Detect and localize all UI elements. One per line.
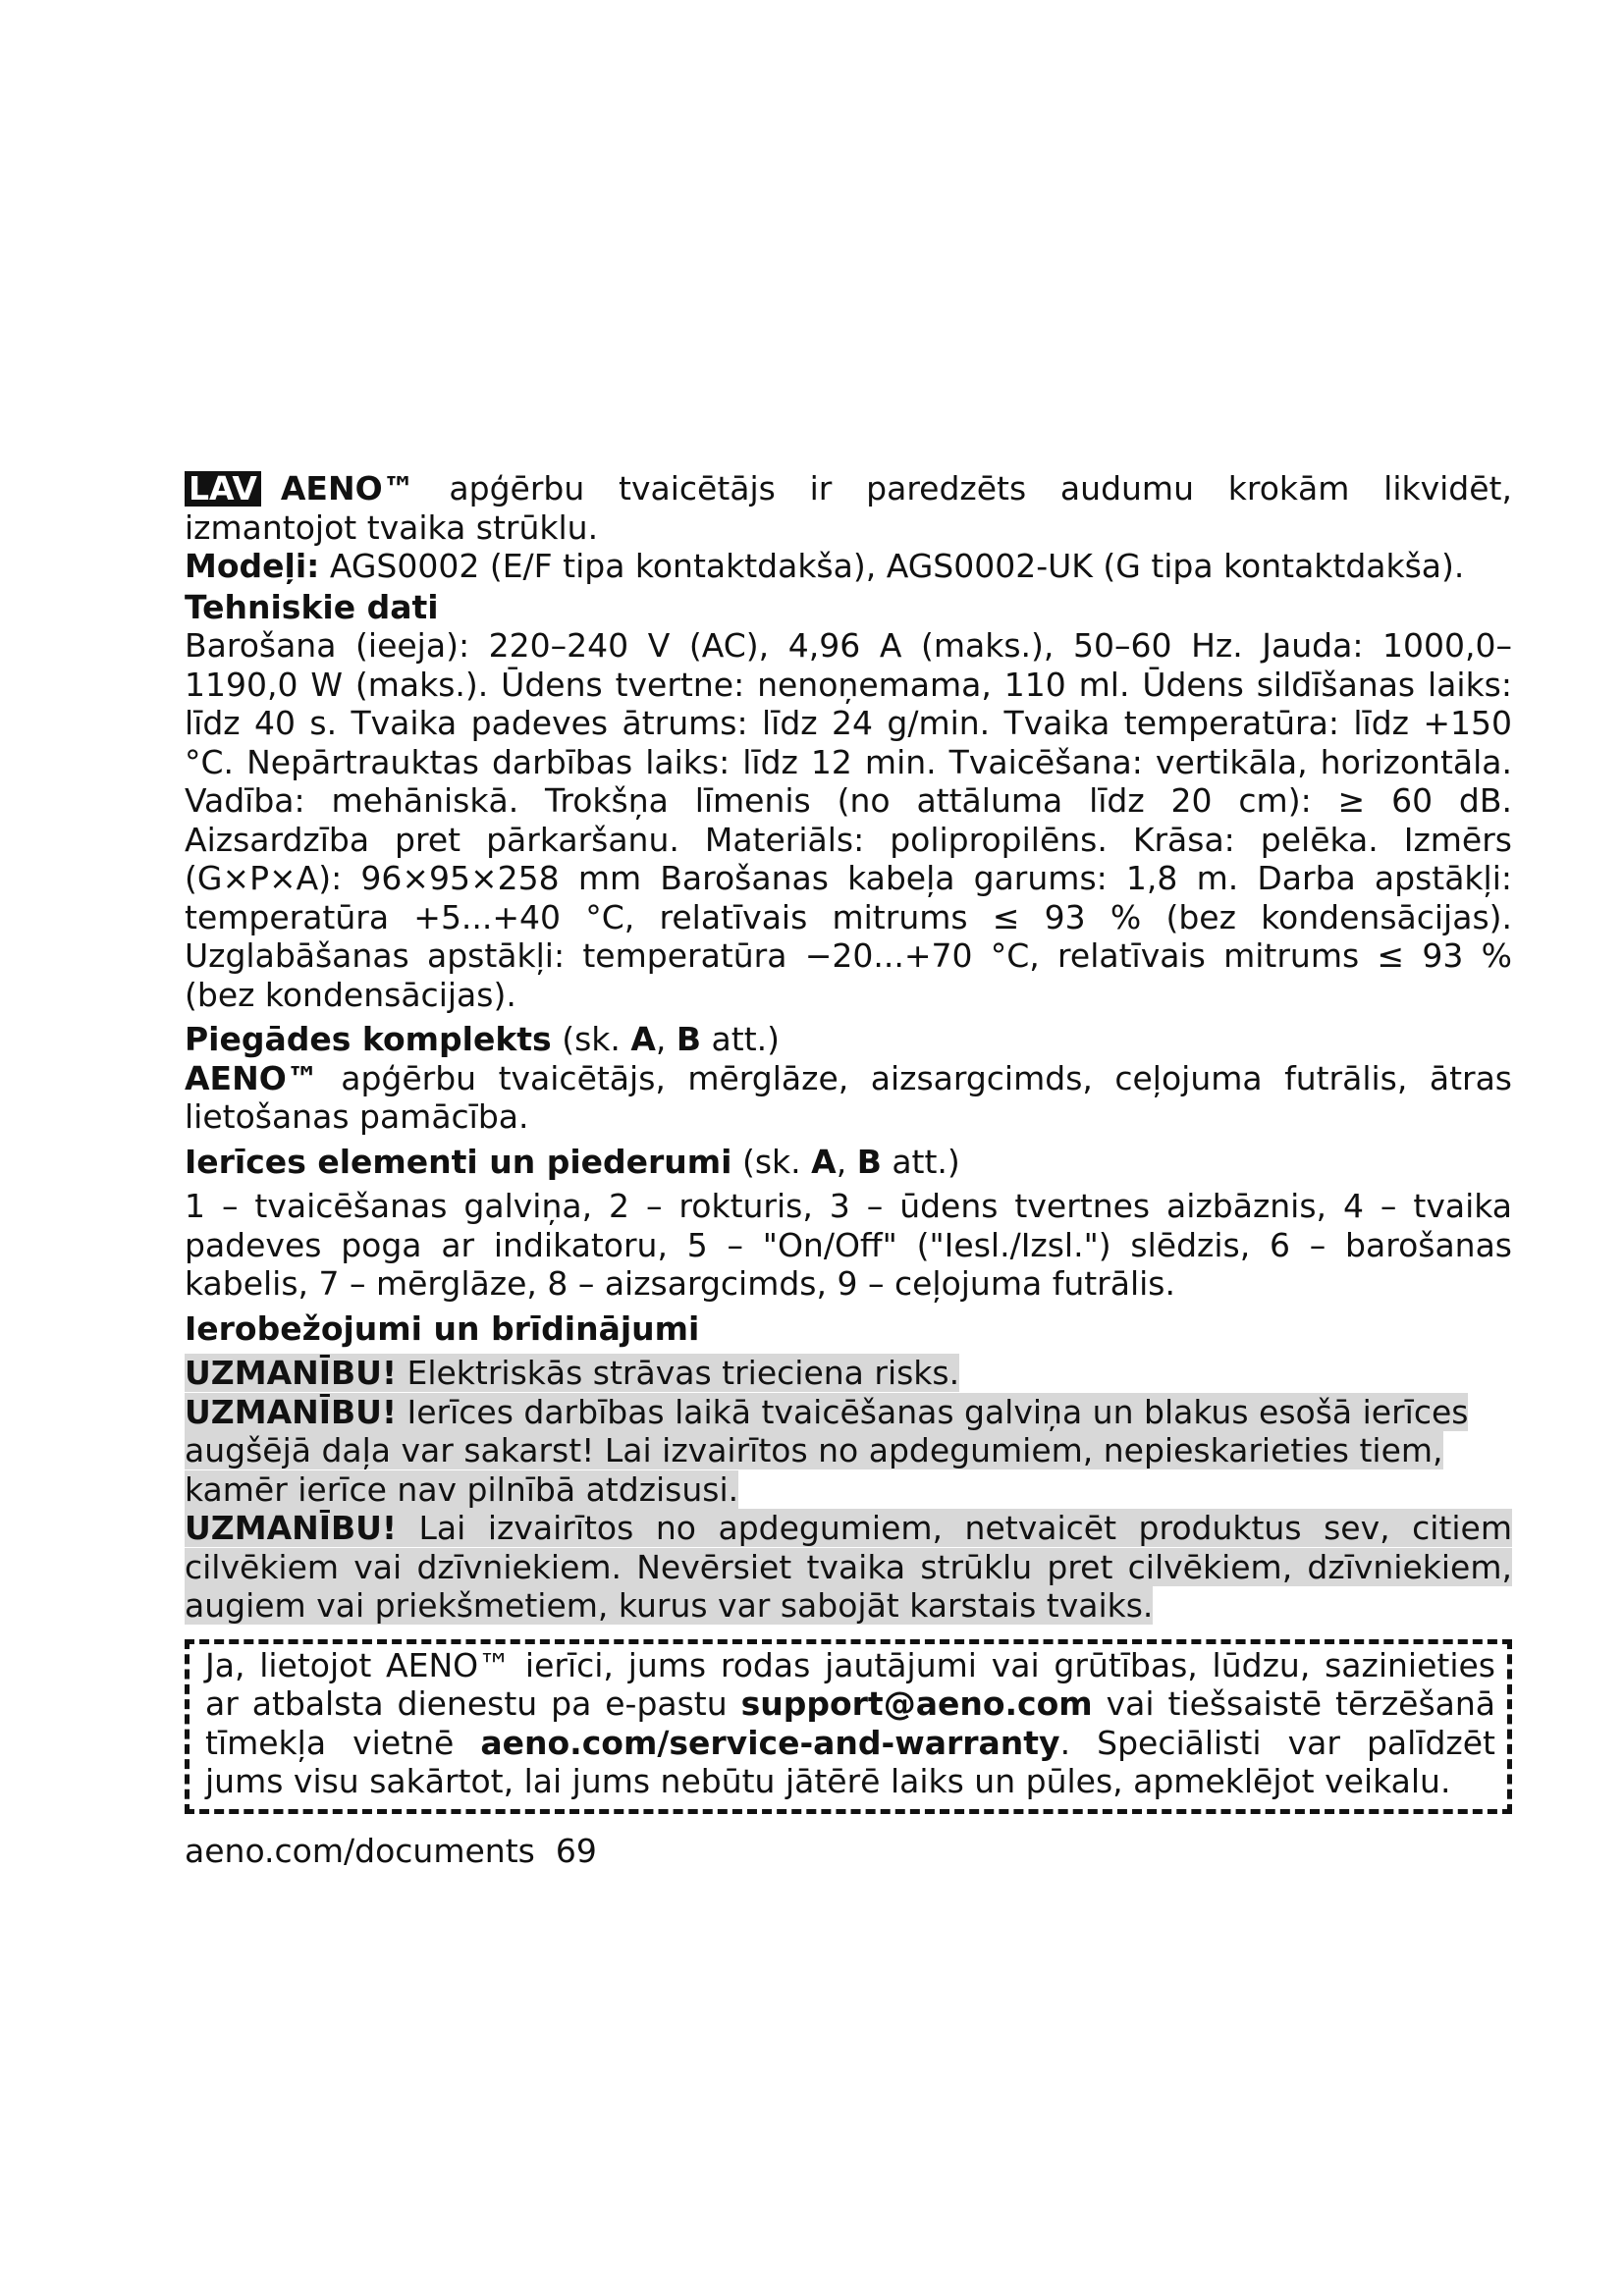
document-page — [185, 469, 1512, 1870]
warning-label: UZMANĪBU! — [185, 1509, 397, 1547]
footer-url[interactable]: aeno.com/documents — [185, 1831, 535, 1870]
support-text-2: vai tiešsaistē tērzēšanā tīmekļa vietnē — [205, 1684, 1495, 1762]
warning-3-text: Lai izvairītos no apdegumiem, netvaicēt produktus sev, citiem cilvēkiem vai dzīvniekiem. Nevērsiet tvaika strūklu pret cilvēkiem, dzīvniekiem, augiem vai priekšmetiem, kurus var sabojāt karstais tvaiks. — [185, 1509, 1512, 1625]
parts-heading-line — [185, 1143, 1512, 1182]
parts-fig-b: B — [856, 1142, 882, 1181]
kit-heading-line — [185, 1020, 1512, 1059]
parts-heading: Ierīces elementi un piederumi — [185, 1142, 732, 1181]
warning-2-highlight — [185, 1393, 1468, 1509]
support-text-1: Ja, lietojot AENO™ ierīci, jums rodas jautājumi vai grūtības, lūdzu, sazinieties ar atbalsta dienestu pa e-pastu — [205, 1645, 1495, 1723]
intro-text: apģērbu tvaicētājs ir paredzēts audumu krokām likvidēt, izmantojot tvaika strūklu. — [185, 469, 1512, 547]
kit-text-paragraph — [185, 1059, 1512, 1137]
page-number: 69 — [555, 1831, 597, 1870]
intro-paragraph — [185, 469, 1512, 547]
support-text-3: . Speciālisti var palīdzēt jums visu sakārtot, lai jums nebūtu jātērē laiks un pūles, apmeklējot veikalu. — [205, 1723, 1495, 1800]
kit-brand: AENO™ — [185, 1058, 319, 1097]
kit-ref-comma: , — [655, 1020, 677, 1058]
warning-2-text: Ierīces darbības laikā tvaicēšanas galviņa un blakus esošā ierīces augšējā daļa var sakarst! Lai izvairītos no apdegumiem, nepieskarieties tiem, kamēr ierīce nav pilnībā atdzisusi. — [185, 1392, 1469, 1509]
specs-heading: Tehniskie dati — [185, 587, 439, 626]
kit-fig-b: B — [676, 1020, 702, 1058]
models-label: Modeļi: — [185, 547, 320, 585]
page-footer — [185, 1832, 1512, 1871]
parts-fig-a: A — [811, 1142, 837, 1181]
kit-ref-pre: (sk. — [551, 1020, 631, 1058]
warning-1 — [185, 1354, 1512, 1393]
warning-3 — [185, 1509, 1512, 1626]
models-text: AGS0002 (E/F tipa kontaktdakša), AGS0002-UK (G tipa kontaktdakša). — [319, 547, 1465, 585]
support-email-link[interactable]: support@aeno.com — [740, 1684, 1093, 1723]
kit-text: apģērbu tvaicētājs, mērglāze, aizsargcimds, ceļojuma futrālis, ātras lietošanas pamācība. — [185, 1058, 1512, 1136]
warning-1-text: Elektriskās strāvas trieciena risks. — [397, 1354, 960, 1392]
warning-3-highlight — [185, 1509, 1512, 1625]
intro-brand: AENO™ — [280, 469, 415, 507]
language-badge: LAV — [185, 471, 261, 507]
specs-text: Barošana (ieeja): 220–240 V (AC), 4,96 A (maks.), 50–60 Hz. Jauda: 1000,0–1190,0 W (maks.). Ūdens tvertne: nenoņemama, 110 ml. Ūdens sildīšanas laiks: līdz 40 s. Tvaika padeves ātrums: līdz 24 g/min. Tvaika temperatūra: līdz +150 °C. Nepārtrauktas darbības laiks: līdz 12 min. Tvaicēšana: vertikāla, horizontāla. Vadība: mehāniskā. Trokšņa līmenis (no attāluma līdz 20 cm): ≥ 60 dB. Aizsardzība pret pārkaršanu. Materiāls: polipropilēns. Krāsa: pelēka. Izmērs (G×P×A): 96×95×258 mm Barošanas kabeļa garums: 1,8 m. Darba apstākļi: temperatūra +5...+40 °C, relatīvais mitrums ≤ 93 % (bez kondensācijas). Uzglabāšanas apstākļi: temperatūra −20...+70 °C, relatīvais mitrums ≤ 93 % (bez kondensācijas). — [185, 626, 1512, 1014]
kit-fig-a: A — [630, 1020, 656, 1058]
kit-heading: Piegādes komplekts — [185, 1020, 552, 1058]
parts-text: 1 – tvaicēšanas galviņa, 2 – rokturis, 3 – ūdens tvertnes aizbāznis, 4 – tvaika padeves poga ar indikatoru, 5 – "On/Off" ("Iesl./Izsl.") slēdzis, 6 – barošanas kabelis, 7 – mērglāze, 8 – aizsargcimds, 9 – ceļojuma futrālis. — [185, 1187, 1512, 1303]
parts-ref-pre: (sk. — [731, 1142, 812, 1181]
warning-label: UZMANĪBU! — [185, 1354, 397, 1392]
warning-1-highlight — [185, 1354, 959, 1392]
warning-2 — [185, 1393, 1512, 1510]
kit-ref-post: att.) — [701, 1020, 781, 1058]
support-notice-box — [185, 1639, 1512, 1814]
models-paragraph — [185, 547, 1512, 586]
support-url-link[interactable]: aeno.com/service-and-warranty — [480, 1723, 1060, 1762]
warning-label: UZMANĪBU! — [185, 1392, 397, 1431]
parts-ref-post: att.) — [881, 1142, 960, 1181]
parts-ref-comma: , — [836, 1142, 857, 1181]
warnings-heading: Ierobežojumi un brīdinājumi — [185, 1308, 700, 1348]
